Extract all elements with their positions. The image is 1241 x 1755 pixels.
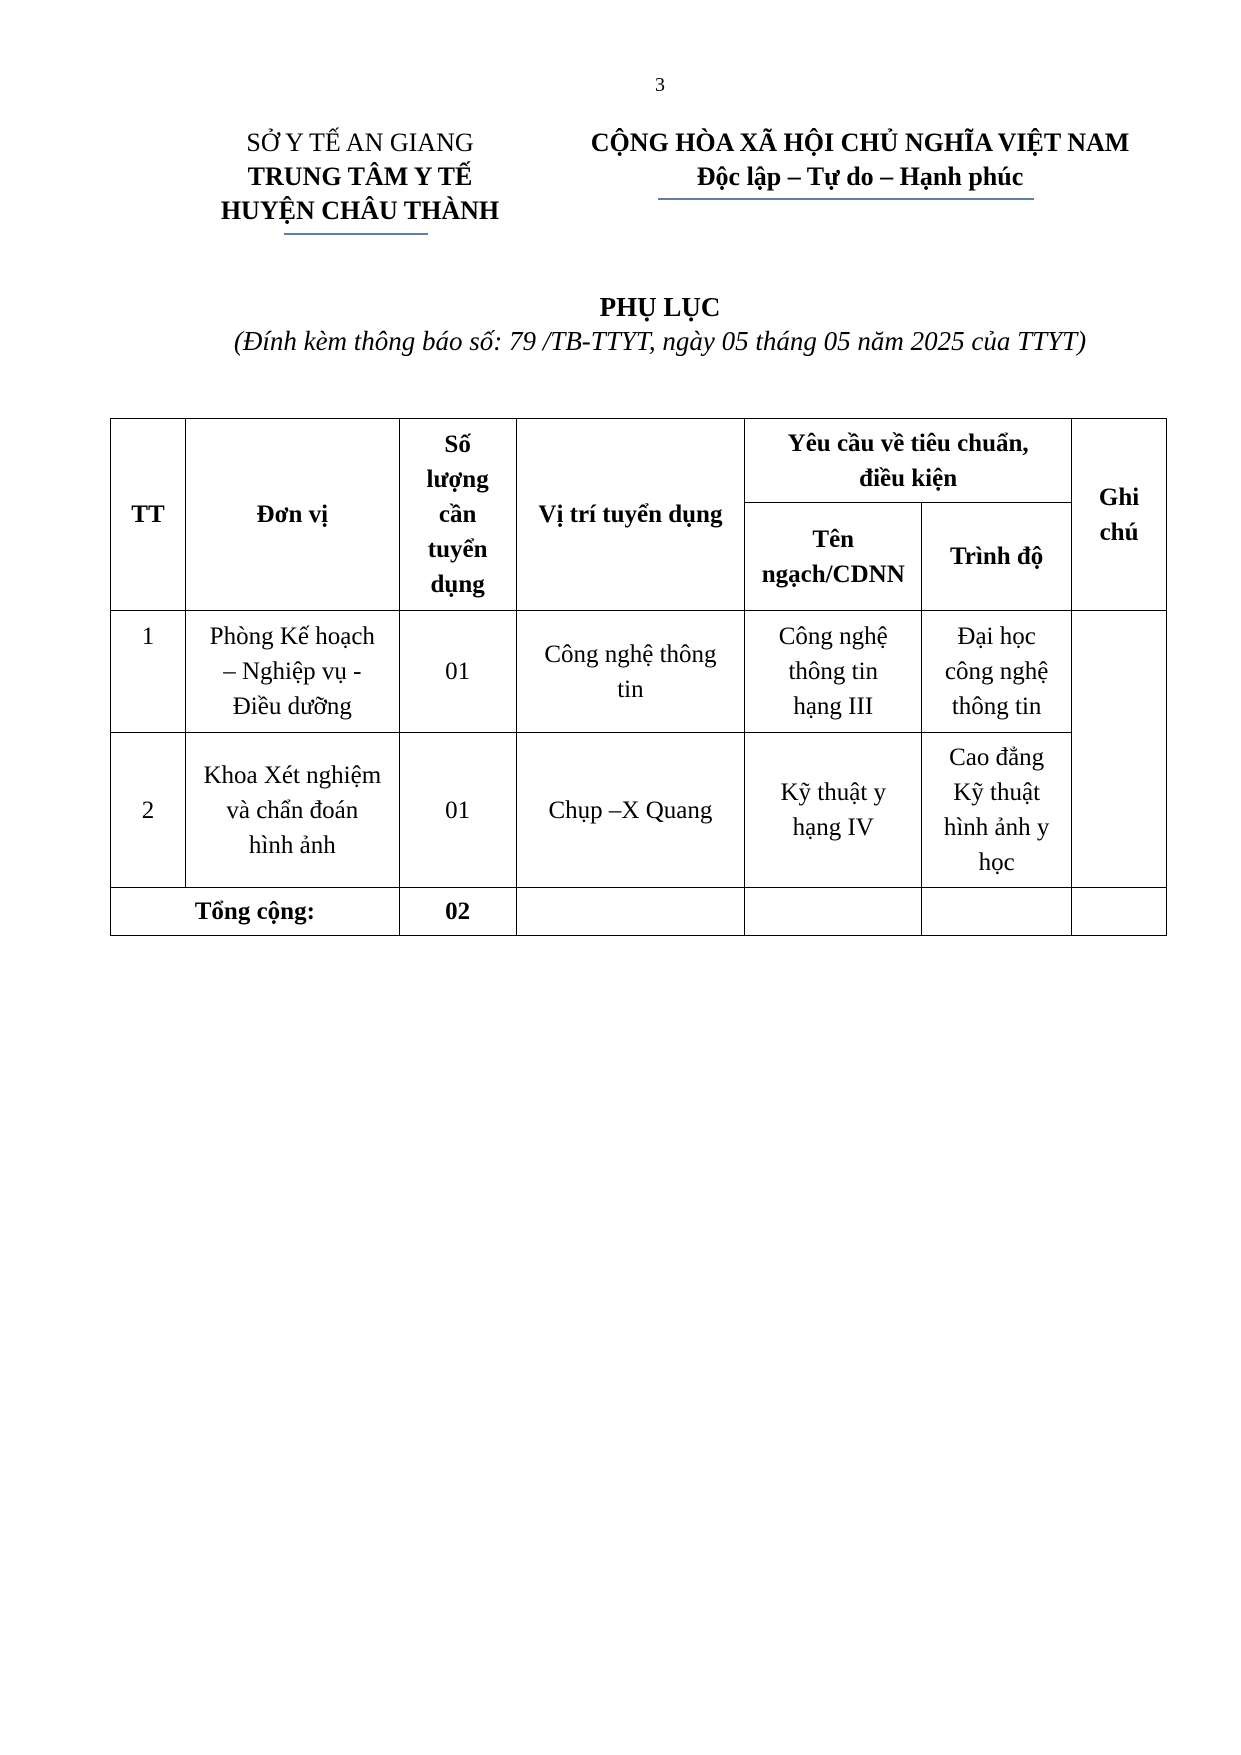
row-tt: 2	[111, 733, 186, 888]
header-yeu-cau	[745, 419, 1072, 503]
total-empty-cell	[745, 888, 922, 936]
row-don-vi	[185, 611, 399, 733]
cell-line: công nghệ	[944, 658, 1049, 685]
row-ten-ngach	[745, 733, 922, 888]
issuing-agency-header	[150, 126, 570, 228]
header-row-1	[111, 419, 1167, 503]
cell-line: Phòng Kế hoạch	[209, 623, 375, 650]
header-yeu-cau-line: điều kiện	[859, 464, 958, 492]
header-ten-ngach-line: Tên	[812, 525, 855, 553]
document-subtitle: (Đính kèm thông báo số: 79 /TB-TTYT, ngày 05 tháng 05 năm 2025 của TTYT)	[233, 326, 1087, 356]
cell-line: Kỹ thuật y	[780, 779, 887, 806]
header-ghi-chu-line: Ghi	[1098, 483, 1140, 511]
row-ten-ngach	[745, 611, 922, 733]
row-ghi-chu	[1072, 611, 1167, 888]
national-motto: Độc lập – Tự do – Hạnh phúc	[696, 162, 1024, 191]
total-empty-cell	[1072, 888, 1167, 936]
national-title: CỘNG HÒA XÃ HỘI CHỦ NGHĨA VIỆT NAM	[590, 128, 1130, 157]
header-ten-ngach	[745, 503, 922, 611]
recruitment-table	[110, 418, 1167, 936]
header-vi-tri: Vị trí tuyển dụng	[516, 419, 745, 611]
table-row	[111, 611, 1167, 733]
row-vi-tri	[516, 611, 745, 733]
cell-line: Cao đẳng	[949, 744, 1045, 771]
header-so-luong-line: tuyển	[427, 536, 488, 563]
cell-line: Công nghệ	[778, 623, 888, 650]
cell-line: Chụp –X Quang	[548, 796, 713, 824]
row-so-luong: 01	[399, 733, 516, 888]
header-so-luong-line: Số	[444, 431, 471, 458]
cell-line: Khoa Xét nghiệm	[203, 761, 382, 789]
header-so-luong	[399, 419, 516, 611]
cell-line: thông tin	[788, 658, 879, 685]
header-yeu-cau-line: Yêu cầu về tiêu chuẩn,	[787, 429, 1029, 457]
header-so-luong-line: cần	[438, 501, 477, 528]
cell-line: thông tin	[951, 693, 1042, 720]
cell-line: hình ảnh	[248, 831, 336, 859]
page-number: 3	[655, 74, 665, 96]
cell-line: hạng IV	[792, 814, 874, 841]
total-empty-cell	[516, 888, 745, 936]
cell-line: Kỹ thuật	[953, 779, 1041, 806]
agency-center: TRUNG TÂM Y TẾ	[247, 162, 473, 191]
motto-underline	[658, 198, 1034, 200]
row-vi-tri	[516, 733, 745, 888]
cell-line: Điều dưỡng	[232, 693, 352, 720]
agency-department: SỞ Y TẾ AN GIANG	[246, 128, 474, 157]
row-so-luong: 01	[399, 611, 516, 733]
header-ten-ngach-line: ngạch/CDNN	[761, 560, 905, 588]
header-so-luong-line: lượng	[426, 466, 489, 493]
cell-line: hạng III	[793, 693, 874, 720]
row-trinh-do	[922, 733, 1072, 888]
cell-line: tin	[617, 675, 644, 703]
table-row	[111, 733, 1167, 888]
row-tt: 1	[111, 611, 186, 733]
cell-line: hình ảnh y	[943, 814, 1050, 841]
total-value: 02	[399, 888, 516, 936]
document-title: PHỤ LỤC	[599, 292, 721, 322]
cell-line: – Nghiệp vụ -	[223, 658, 362, 685]
national-header	[540, 126, 1180, 194]
cell-line: Đại học	[957, 623, 1036, 650]
header-don-vi: Đơn vị	[185, 419, 399, 611]
agency-district: HUYỆN CHÂU THÀNH	[220, 196, 500, 225]
total-row	[111, 888, 1167, 936]
agency-underline	[284, 233, 428, 235]
cell-line: và chẩn đoán	[226, 796, 359, 824]
header-trinh-do: Trình độ	[922, 503, 1072, 611]
row-trinh-do	[922, 611, 1072, 733]
header-tt: TT	[111, 419, 186, 611]
header-so-luong-line: dụng	[430, 571, 485, 598]
cell-line: học	[978, 849, 1015, 876]
cell-line: Công nghệ thông	[544, 640, 717, 668]
total-empty-cell	[922, 888, 1072, 936]
row-don-vi	[185, 733, 399, 888]
total-label: Tổng cộng:	[111, 888, 400, 936]
header-ghi-chu	[1072, 419, 1167, 611]
header-ghi-chu-line: chú	[1099, 518, 1139, 546]
